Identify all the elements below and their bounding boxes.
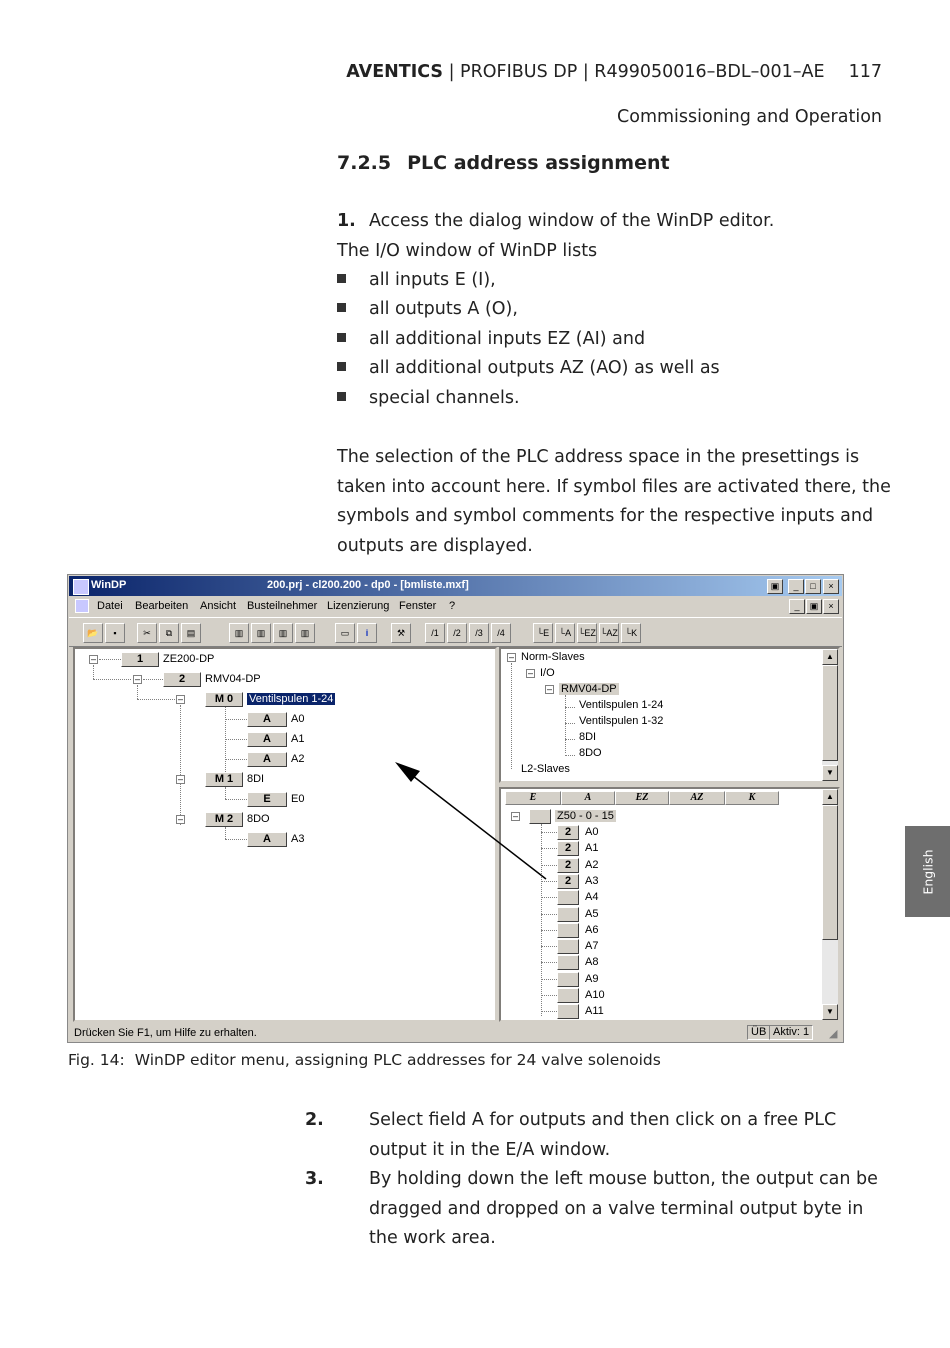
step-number: 2. [305,1110,324,1130]
module-box[interactable]: M 2 [205,812,243,827]
io-address-label: A0 [585,826,599,838]
paste-icon[interactable]: ▤ [181,623,201,643]
input-label: E0 [291,793,305,805]
filter-ez-icon[interactable]: └EZ [577,623,597,643]
slave-box[interactable]: 1 [121,652,159,667]
io-address-label: A6 [585,923,599,936]
io-address-label: A3 [585,874,599,887]
column-az[interactable]: AZ [669,791,725,805]
menu-lizenzierung[interactable]: Lizenzierung [327,600,390,612]
menu-bearbeiten[interactable]: Bearbeiten [135,600,189,612]
document-caption: 200.prj - cl200.200 - dp0 - [bmliste.mxf] [267,579,469,591]
bullet-icon [337,274,346,283]
output-box[interactable]: A [247,712,287,727]
running-header [346,62,882,82]
save-icon[interactable]: ▪ [105,623,125,643]
language-tab [905,826,950,917]
io-address-label: A5 [585,907,599,920]
io-root-label: Z50 - 0 - 15 [557,810,614,822]
io-address-box[interactable]: 2 [557,874,579,889]
column-ez[interactable]: EZ [615,791,669,805]
module-icon[interactable]: ▥ [295,623,315,643]
language-label: English [920,848,935,895]
menu-datei[interactable]: Datei [97,600,123,612]
module-box[interactable]: M 1 [205,772,243,787]
step-number: 3. [305,1169,324,1189]
filter-a-icon[interactable]: └A [555,623,575,643]
status-bar [69,1023,842,1042]
scroll-down-icon[interactable]: ▼ [822,1004,838,1020]
io-address-label: A2 [585,858,599,871]
collapse-icon[interactable]: – [527,668,533,678]
io-address-label: A11 [585,1005,604,1018]
device-box[interactable]: 2 [163,672,201,687]
step-1 [337,207,887,237]
io-address-box[interactable]: 2 [557,825,579,840]
window-4-icon[interactable]: /4 [491,623,511,643]
module-label: 8DO [247,813,270,825]
collapse-icon[interactable]: – [90,654,96,664]
output-box[interactable]: A [247,832,287,847]
menu-help[interactable]: ? [449,600,456,612]
step-text: By holding down the left mouse button, the output can be dragged and dropped on a valve terminal output byte in the work area. [369,1169,878,1248]
catalog-item-highlighted[interactable]: RMV04-DP [561,683,617,695]
input-box[interactable]: E [247,792,287,807]
bullet-item [337,325,645,355]
column-e[interactable]: E [505,791,561,805]
network-icon[interactable]: ▭ [335,623,355,643]
page-number: 117 [848,62,882,82]
module-box[interactable]: M 0 [205,692,243,707]
module-label-selected[interactable]: Ventilspulen 1-24 [249,693,334,705]
catalog-item[interactable]: 8DI [579,731,597,743]
window-3-icon[interactable]: /3 [469,623,489,643]
scroll-up-icon[interactable]: ▲ [822,649,838,665]
output-box[interactable]: A [247,752,287,767]
copy-icon[interactable]: ⧉ [159,623,179,643]
io-address-box[interactable]: 2 [557,858,579,873]
status-active: Aktiv: 1 [769,1025,813,1040]
step-text: Select field A for outputs and then click on a free PLC output it in the E/A window. [369,1110,837,1160]
device-label: RMV04-DP [205,673,261,685]
collapse-icon[interactable]: – [512,811,518,821]
section-heading [337,152,670,174]
bullet-text: all additional outputs AZ (AO) as well as [369,358,720,378]
collapse-icon[interactable]: – [177,694,183,704]
mdi-restore-button[interactable]: ▣ [806,599,822,614]
catalog-item[interactable]: 8DO [579,747,602,759]
close-button[interactable]: × [823,579,839,594]
bullet-icon [337,303,346,312]
restore-icon[interactable]: ▣ [767,579,783,594]
io-address-label: A8 [585,956,599,969]
output-box[interactable]: A [247,732,287,747]
output-label: A0 [291,713,305,725]
bullet-item [337,354,720,384]
module-icon[interactable]: ▥ [251,623,271,643]
collapse-icon[interactable]: – [177,814,183,824]
collapse-icon[interactable]: – [508,652,514,662]
figure-text: WinDP editor menu, assigning PLC addresses for 24 valve solenoids [134,1051,661,1069]
body-paragraph: The selection of the PLC address space in the presettings is taken into account here. If symbol files are activated there, the symbols and symbol comments for the respective inputs and outputs are displayed. [337,447,891,556]
filter-e-icon[interactable]: └E [533,623,553,643]
window-2-icon[interactable]: /2 [447,623,467,643]
maximize-button[interactable]: □ [805,579,821,594]
collapse-icon[interactable]: – [177,774,183,784]
catalog-item[interactable]: L2-Slaves [521,763,570,775]
bullet-text: special channels. [369,388,520,408]
bullet-icon [337,333,346,342]
slave-label: ZE200-DP [163,653,215,665]
bullet-text: all inputs E (I), [369,270,496,290]
figure-label: Fig. 14: [68,1051,125,1069]
bullet-icon [337,362,346,371]
scroll-up-icon[interactable]: ▲ [822,789,838,805]
minimize-button[interactable]: _ [788,579,804,594]
open-icon[interactable]: 📂 [83,623,103,643]
status-ub: ÜB [747,1025,770,1040]
drag-arrow [68,575,843,1042]
io-address-box[interactable]: 2 [557,841,579,856]
filter-k-icon[interactable]: └K [621,623,641,643]
bullet-item [337,384,520,414]
brand-name: AVENTICS [346,62,444,82]
resize-grip-icon[interactable]: ◢ [829,1028,838,1040]
bullet-text: all additional inputs EZ (AI) and [369,329,646,349]
menu-ansicht[interactable]: Ansicht [200,600,237,612]
collapse-icon[interactable]: – [546,684,552,694]
column-k[interactable]: K [725,791,779,805]
heading-number: 7.2.5 [337,152,392,174]
app-title: WinDP [91,579,127,591]
bullet-item [337,266,496,296]
step-3 [305,1165,884,1254]
catalog-item[interactable]: Ventilspulen 1-24 [579,699,664,711]
menu-busteilnehmer[interactable]: Busteilnehmer [247,600,318,612]
cut-icon[interactable]: ✂ [137,623,157,643]
windp-window [67,574,844,1043]
step-text: Access the dialog window of the WinDP editor. [369,211,775,231]
step-2 [305,1106,884,1165]
io-address-label: A1 [585,842,599,855]
column-a[interactable]: A [561,791,615,805]
info-icon[interactable]: i [357,623,377,643]
figure-caption [68,1051,661,1069]
document-id: | PROFIBUS DP | R499050016–BDL–001–AE [443,62,825,82]
io-address-label: A10 [585,989,605,1001]
catalog-item[interactable]: Ventilspulen 1-32 [579,715,664,727]
catalog-item[interactable]: I/O [540,667,555,679]
section-header: Commissioning and Operation [617,107,882,127]
module-label: 8DI [247,773,265,785]
scroll-down-icon[interactable]: ▼ [822,765,838,781]
module-icon[interactable]: ▥ [229,623,249,643]
module-icon[interactable]: ▥ [273,623,293,643]
step-number: 1. [337,211,356,231]
output-label: A1 [291,733,305,745]
window-1-icon[interactable]: /1 [425,623,445,643]
intro-text: The I/O window of WinDP lists [337,241,598,261]
output-label: A3 [291,833,305,845]
mdi-minimize-button[interactable]: _ [789,599,805,614]
mdi-close-button[interactable]: × [823,599,839,614]
io-address-label: A7 [585,940,599,953]
tools-icon[interactable]: ⚒ [391,623,411,643]
status-help-text: Drücken Sie F1, um Hilfe zu erhalten. [74,1027,257,1039]
io-address-label: A4 [585,891,599,904]
heading-title: PLC address assignment [407,152,670,174]
catalog-item[interactable]: Norm-Slaves [521,651,585,663]
io-address-label: A9 [585,972,599,985]
filter-az-icon[interactable]: └AZ [599,623,619,643]
collapse-icon[interactable]: – [134,674,140,684]
bullet-text: all outputs A (O), [369,299,518,319]
menu-fenster[interactable]: Fenster [399,600,437,612]
bullet-icon [337,392,346,401]
bullet-item [337,295,518,325]
output-label: A2 [291,753,305,765]
